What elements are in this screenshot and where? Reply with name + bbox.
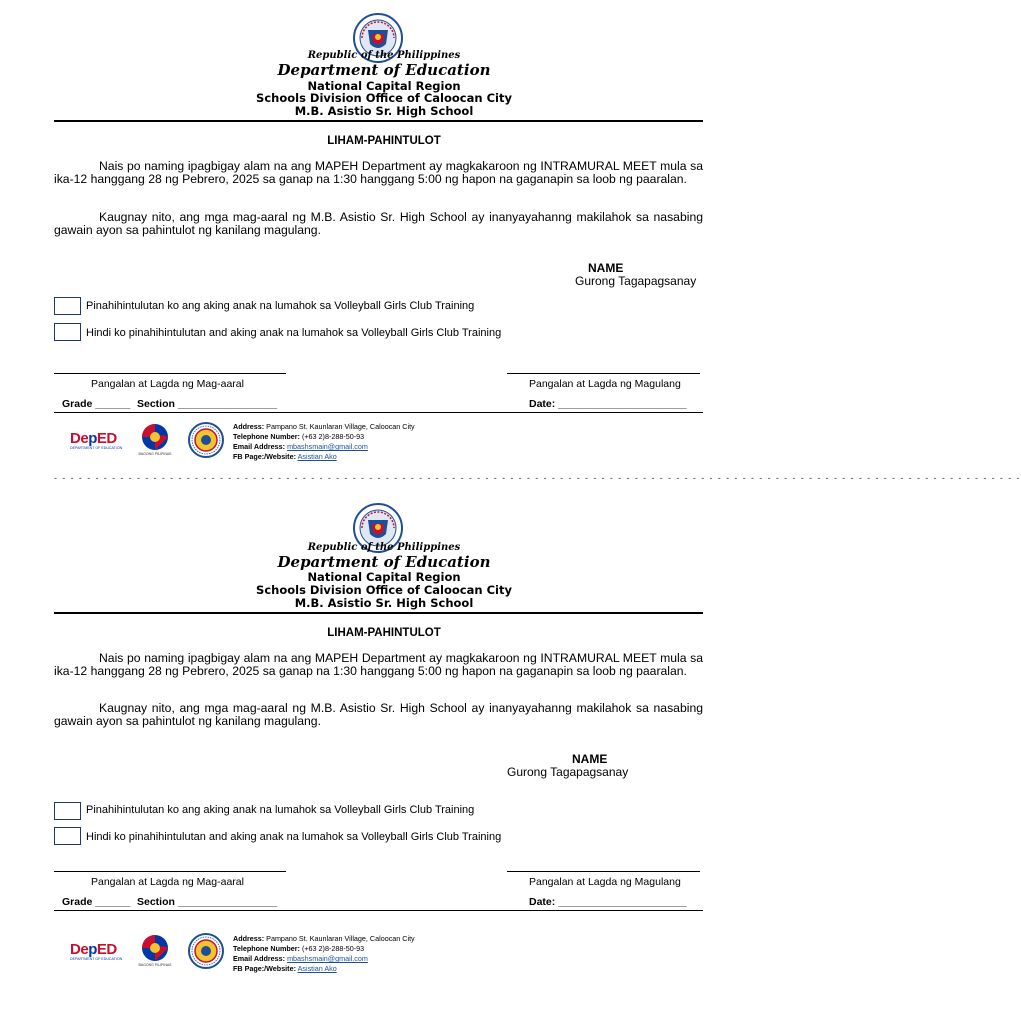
svg-text:BAGONG PILIPINAS: BAGONG PILIPINAS bbox=[138, 963, 172, 967]
parent-signature-line[interactable] bbox=[507, 373, 700, 374]
signatory-title: Gurong Tagapagsanay bbox=[507, 765, 629, 779]
section-field[interactable]: Section _________________ bbox=[137, 398, 278, 410]
deny-option-label: Hindi ko pinahihintulutan and aking anak na lumahok sa Volleyball Girls Club Training bbox=[86, 327, 502, 339]
letter-title: LIHAM-PAHINTULOT bbox=[327, 135, 441, 147]
email-link[interactable]: mbashsmain@gmail.com bbox=[287, 954, 368, 963]
bagong-pilipinas-logo-icon bbox=[136, 421, 174, 457]
deped-logo: DepED DEPARTMENT OF EDUCATION bbox=[70, 941, 123, 961]
grade-field[interactable]: Grade ______ bbox=[62, 896, 131, 908]
region-line: National Capital Region bbox=[307, 79, 461, 93]
republic-line: Republic of the Philippines bbox=[307, 50, 461, 61]
department-title: Department of Education bbox=[277, 553, 491, 571]
school-seal-icon bbox=[187, 421, 225, 459]
allow-checkbox[interactable] bbox=[54, 802, 81, 820]
header-divider bbox=[54, 120, 703, 122]
header-divider bbox=[54, 612, 703, 614]
date-field[interactable]: Date: ______________________ bbox=[529, 398, 687, 410]
school-line: M.B. Asistio Sr. High School bbox=[294, 596, 474, 610]
student-signature-label: Pangalan at Lagda ng Mag-aaral bbox=[91, 876, 244, 888]
date-field[interactable]: Date: ______________________ bbox=[529, 896, 687, 908]
email-link[interactable]: mbashsmain@gmail.com bbox=[287, 442, 368, 451]
letter-paragraph-1: Nais po naming ipagbigay alam na ang MAPEH Department ay magkakaroon ng INTRAMURAL MEET mula sa ika-12 hanggang 28 ng Pebrero, 2025 sa ganap na 1:30 hanggang 5:00 ng hapon na gaganapin sa loob ng paaralan. bbox=[54, 159, 703, 186]
footer-divider bbox=[54, 412, 703, 413]
fb-page-link[interactable]: Asistian Ako bbox=[297, 964, 337, 973]
grade-field[interactable]: Grade ______ bbox=[62, 398, 131, 410]
allow-checkbox[interactable] bbox=[54, 297, 81, 315]
department-title: Department of Education bbox=[277, 61, 491, 79]
deny-option-label: Hindi ko pinahihintulutan and aking anak na lumahok sa Volleyball Girls Club Training bbox=[86, 831, 502, 843]
school-contact-info: Address: Pampano St. Kaunlaran Village, Caloocan City Telephone Number: (+63 2)8-288-50-93 Email Address: mbashsmain@gmail.com FB Page:/Website: Asistian Ako bbox=[233, 422, 415, 461]
cut-line: - - - - - - - - - - - - - - - - - - - - - - - - - - - - - - - - - - - - - - - - - - - - - - - - - - - - - - - - - - - - - - - - - - - - - - - - - - - - - - - - - - - - - - - - - - - - - - - - - - - - - - - - - - - - - - - - - - - - - bbox=[54, 473, 1021, 483]
allow-option-label: Pinahihintulutan ko ang aking anak na lumahok sa Volleyball Girls Club Training bbox=[86, 804, 475, 816]
student-signature-line[interactable] bbox=[54, 871, 286, 872]
signatory-name: NAME bbox=[572, 752, 608, 766]
deped-logo: DepED DEPARTMENT OF EDUCATION bbox=[70, 430, 123, 450]
svg-text:BAGONG PILIPINAS: BAGONG PILIPINAS bbox=[138, 452, 172, 456]
signatory-name: NAME bbox=[588, 261, 624, 275]
bagong-pilipinas-logo-icon bbox=[136, 932, 174, 968]
region-line: National Capital Region bbox=[307, 570, 461, 584]
signatory-title: Gurong Tagapagsanay bbox=[575, 274, 697, 288]
deny-checkbox[interactable] bbox=[54, 827, 81, 845]
republic-line: Republic of the Philippines bbox=[307, 542, 461, 553]
letter-title: LIHAM-PAHINTULOT bbox=[327, 627, 441, 639]
division-line: Schools Division Office of Caloocan City bbox=[256, 583, 512, 597]
deny-checkbox[interactable] bbox=[54, 323, 81, 341]
letter-paragraph-2: Kaugnay nito, ang mga mag-aaral ng M.B. Asistio Sr. High School ay inanyayahanng makilahok sa nasabing gawain ayon sa pahintulot ng kanilang magulang. bbox=[54, 210, 703, 237]
section-field[interactable]: Section _________________ bbox=[137, 896, 278, 908]
letter-paragraph-1: Nais po naming ipagbigay alam na ang MAPEH Department ay magkakaroon ng INTRAMURAL MEET mula sa ika-12 hanggang 28 ng Pebrero, 2025 sa ganap na 1:30 hanggang 5:00 ng hapon na gaganapin sa loob ng paaralan. bbox=[54, 651, 703, 678]
allow-option-label: Pinahihintulutan ko ang aking anak na lumahok sa Volleyball Girls Club Training bbox=[86, 300, 475, 312]
student-signature-line[interactable] bbox=[54, 373, 286, 374]
parent-signature-label: Pangalan at Lagda ng Magulang bbox=[529, 378, 681, 390]
footer-divider bbox=[54, 910, 703, 911]
school-seal-icon bbox=[187, 932, 225, 970]
school-line: M.B. Asistio Sr. High School bbox=[294, 104, 474, 118]
letter-paragraph-2: Kaugnay nito, ang mga mag-aaral ng M.B. Asistio Sr. High School ay inanyayahanng makilahok sa nasabing gawain ayon sa pahintulot ng kanilang magulang. bbox=[54, 701, 703, 728]
division-line: Schools Division Office of Caloocan City bbox=[256, 91, 512, 105]
parent-signature-line[interactable] bbox=[507, 871, 700, 872]
parent-signature-label: Pangalan at Lagda ng Magulang bbox=[529, 876, 681, 888]
student-signature-label: Pangalan at Lagda ng Mag-aaral bbox=[91, 378, 244, 390]
fb-page-link[interactable]: Asistian Ako bbox=[297, 452, 337, 461]
school-contact-info: Address: Pampano St. Kaunlaran Village, Caloocan City Telephone Number: (+63 2)8-288-50-93 Email Address: mbashsmain@gmail.com FB Page:/Website: Asistian Ako bbox=[233, 934, 415, 973]
